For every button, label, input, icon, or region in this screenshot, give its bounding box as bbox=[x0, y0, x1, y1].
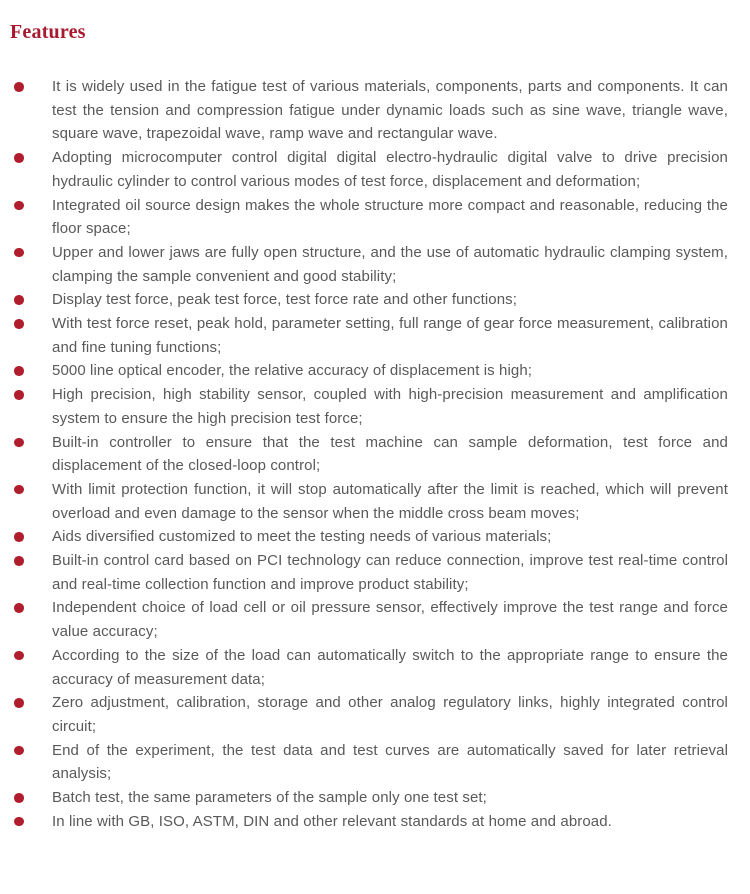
bullet-icon bbox=[14, 295, 24, 305]
feature-text: Zero adjustment, calibration, storage and other analog regulatory links, highly integrated control circuit; bbox=[52, 694, 728, 735]
feature-text: Built-in controller to ensure that the test machine can sample deformation, test force and displacement of the closed-loop control; bbox=[52, 433, 728, 475]
list-item bbox=[0, 691, 750, 738]
list-item bbox=[0, 644, 750, 691]
feature-text: Integrated oil source design makes the whole structure more compact and reasonable, reducing the floor space; bbox=[52, 196, 728, 238]
feature-text: Independent choice of load cell or oil pressure sensor, effectively improve the test range and force value accuracy; bbox=[52, 599, 728, 641]
list-item bbox=[0, 75, 750, 146]
list-item bbox=[0, 288, 750, 312]
bullet-icon bbox=[14, 603, 24, 613]
list-item bbox=[0, 739, 750, 786]
bullet-icon bbox=[14, 366, 24, 376]
list-item bbox=[0, 478, 750, 525]
feature-text: According to the size of the load can automatically switch to the appropriate range to ensure the accuracy of measurement data; bbox=[52, 646, 728, 688]
list-item bbox=[0, 312, 750, 359]
feature-text: Aids diversified customized to meet the testing needs of various materials; bbox=[52, 528, 552, 546]
bullet-icon bbox=[14, 438, 24, 448]
list-item bbox=[0, 549, 750, 596]
bullet-icon bbox=[14, 793, 24, 803]
feature-text: 5000 line optical encoder, the relative accuracy of displacement is high; bbox=[52, 362, 533, 380]
feature-text: With test force reset, peak hold, parameter setting, full range of gear force measurement, calibration and fine tuning functions; bbox=[52, 315, 728, 356]
feature-text: Display test force, peak test force, test force rate and other functions; bbox=[52, 291, 518, 309]
list-item bbox=[0, 359, 750, 383]
bullet-icon bbox=[14, 556, 24, 566]
feature-text: Upper and lower jaws are fully open structure, and the use of automatic hydraulic clamping system, clamping the sample convenient and good stability; bbox=[52, 243, 728, 285]
feature-text: It is widely used in the fatigue test of various materials, components, parts and components. It can test the tension and compression fatigue under dynamic loads such as sine wave, triangle wave, square wave, trapezoidal wave, ramp wave and rectangular wave. bbox=[52, 78, 728, 143]
list-item bbox=[0, 431, 750, 478]
list-item bbox=[0, 786, 750, 810]
list-item bbox=[0, 596, 750, 643]
bullet-icon bbox=[14, 651, 24, 661]
feature-text: High precision, high stability sensor, coupled with high-precision measurement and amplification system to ensure the high precision test force; bbox=[52, 386, 728, 427]
feature-list bbox=[0, 75, 750, 834]
bullet-icon bbox=[14, 82, 24, 92]
feature-text: End of the experiment, the test data and test curves are automatically saved for later retrieval analysis; bbox=[52, 741, 728, 783]
list-item bbox=[0, 241, 750, 288]
list-item bbox=[0, 194, 750, 241]
feature-text: Built-in control card based on PCI technology can reduce connection, improve test real-time control and real-time collection function and improve product stability; bbox=[52, 552, 728, 593]
feature-text: With limit protection function, it will stop automatically after the limit is reached, which will prevent overload and even damage to the sensor when the middle cross beam moves; bbox=[52, 480, 728, 522]
list-item bbox=[0, 383, 750, 430]
bullet-icon bbox=[14, 390, 24, 400]
bullet-icon bbox=[14, 817, 24, 827]
bullet-icon bbox=[14, 746, 24, 756]
feature-text: Batch test, the same parameters of the sample only one test set; bbox=[52, 789, 487, 807]
feature-text: In line with GB, ISO, ASTM, DIN and other relevant standards at home and abroad. bbox=[52, 812, 612, 830]
bullet-icon bbox=[14, 201, 24, 211]
bullet-icon bbox=[14, 532, 24, 542]
page-title: Features bbox=[10, 21, 86, 43]
bullet-icon bbox=[14, 319, 24, 329]
bullet-icon bbox=[14, 153, 24, 163]
bullet-icon bbox=[14, 485, 24, 495]
bullet-icon bbox=[14, 698, 24, 708]
bullet-icon bbox=[14, 248, 24, 258]
list-item bbox=[0, 810, 750, 834]
feature-text: Adopting microcomputer control digital digital electro-hydraulic digital valve to drive precision hydraulic cylinder to control various modes of test force, displacement and deformation; bbox=[52, 149, 728, 190]
list-item bbox=[0, 146, 750, 193]
list-item bbox=[0, 525, 750, 549]
